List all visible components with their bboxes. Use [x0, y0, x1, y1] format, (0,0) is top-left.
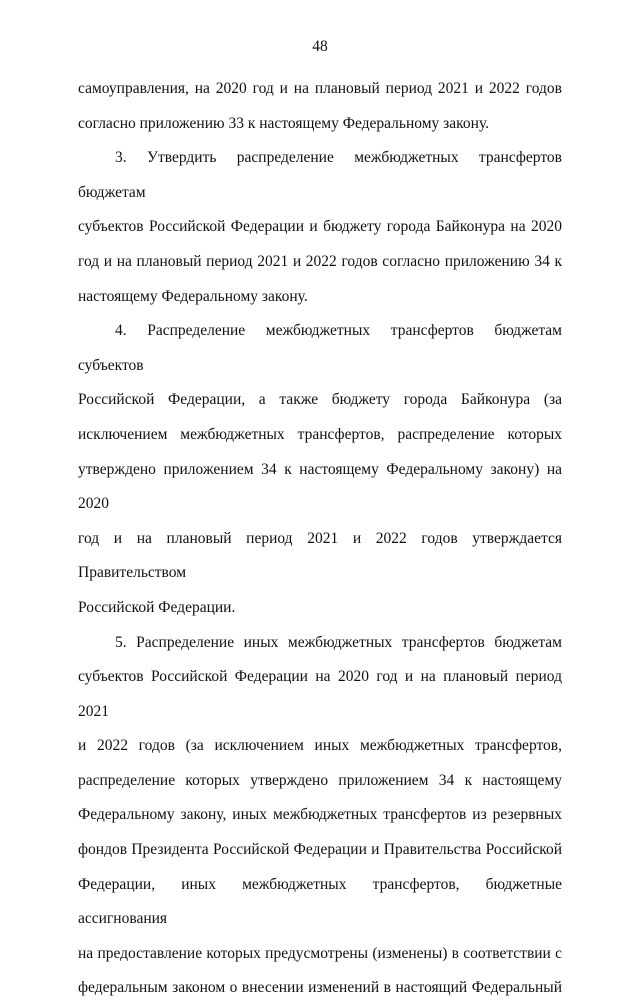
text-line: год и на плановый период 2021 и 2022 годов утверждается Правительством	[78, 522, 562, 591]
text-line: согласно приложению 33 к настоящему Федеральному закону.	[78, 107, 562, 142]
paragraph-continuation	[78, 72, 562, 141]
text-line: федеральным законом о внесении изменений в настоящий Федеральный	[78, 971, 562, 1006]
text-line: фондов Президента Российской Федерации и Правительства Российской	[78, 833, 562, 868]
paragraph-item-4	[78, 314, 562, 625]
text-line: Российской Федерации, а также бюджету города Байконура (за	[78, 383, 562, 418]
text-line: исключением межбюджетных трансфертов, распределение которых	[78, 418, 562, 453]
text-line: 3. Утвердить распределение межбюджетных трансфертов бюджетам	[78, 141, 562, 210]
text-line: субъектов Российской Федерации и бюджету города Байконура на 2020	[78, 210, 562, 245]
text-line: распределение которых утверждено приложением 34 к настоящему	[78, 764, 562, 799]
text-line: Федерации, иных межбюджетных трансфертов, бюджетные ассигнования	[78, 868, 562, 937]
page-number: 48	[0, 38, 640, 56]
text-line: 4. Распределение межбюджетных трансфертов бюджетам субъектов	[78, 314, 562, 383]
text-line: Российской Федерации.	[78, 591, 562, 626]
document-body	[78, 72, 562, 1006]
text-line: утверждено приложением 34 к настоящему Федеральному закону) на 2020	[78, 453, 562, 522]
text-line: настоящему Федеральному закону.	[78, 280, 562, 315]
text-line: год и на плановый период 2021 и 2022 годов согласно приложению 34 к	[78, 245, 562, 280]
text-line: и 2022 годов (за исключением иных межбюджетных трансфертов,	[78, 729, 562, 764]
paragraph-item-5	[78, 626, 562, 1006]
text-line: 5. Распределение иных межбюджетных трансфертов бюджетам	[78, 626, 562, 661]
text-line: на предоставление которых предусмотрены (изменены) в соответствии с	[78, 937, 562, 972]
text-line: самоуправления, на 2020 год и на плановый период 2021 и 2022 годов	[78, 72, 562, 107]
text-line: Федеральному закону, иных межбюджетных трансфертов из резервных	[78, 798, 562, 833]
text-line: субъектов Российской Федерации на 2020 год и на плановый период 2021	[78, 660, 562, 729]
paragraph-item-3	[78, 141, 562, 314]
